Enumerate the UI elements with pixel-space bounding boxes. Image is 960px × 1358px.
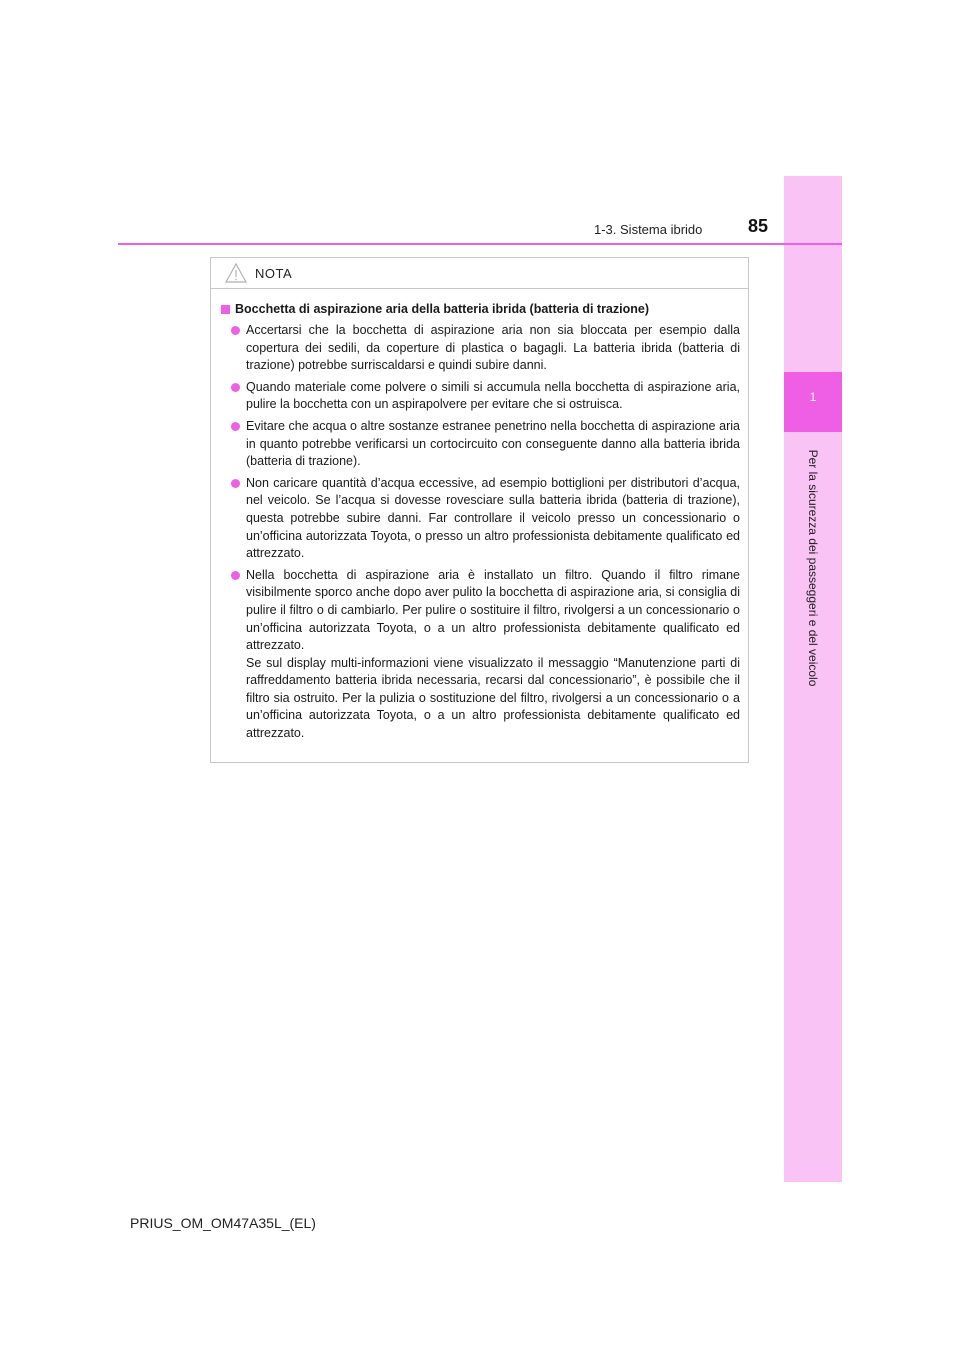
list-item-text [246,567,740,743]
note-heading [219,301,740,318]
square-bullet-icon [221,305,230,314]
round-bullet-icon [231,479,240,488]
round-bullet-icon [231,422,240,431]
chapter-number: 1 [809,390,817,404]
chapter-title: Per la sicurezza dei passeggeri e del veicolo [806,449,820,687]
list-item-text [246,322,740,375]
document-code: PRIUS_OM_OM47A35L_(EL) [130,1215,316,1231]
paragraph: Evitare che acqua o altre sostanze estranee penetrino nella bocchetta di aspirazione aria in quanto potrebbe verificarsi un cortocircuito con conseguente danno alla batteria ibrida (batteria di trazione). [246,418,740,469]
list-item [219,379,740,414]
list-item [219,322,740,375]
paragraph: Non caricare quantità d’acqua eccessive, ad esempio bottiglioni per distributori d’acqua, nel veicolo. Se l’acqua si dovesse rovesciare sulla batteria ibrida (batteria di trazione), questa potrebbe subire danni. Far controllare il veicolo presso un concessionario o un’officina autorizzata Toyota, o presso un altro professionista debitamente qualificato ed attrezzato. [246,475,740,561]
paragraph: Se sul display multi-informazioni viene visualizzato il messaggio “Manutenzione parti di raffreddamento batteria ibrida necessaria, recarsi dal concessionario”, è possibile che il filtro sia ostruito. Per la pulizia o sostituzione del filtro, rivolgersi a un concessionario o a un’officina autorizzata Toyota, o a un altro professionista debitamente qualificato ed attrezzato. [246,655,740,741]
warning-triangle-icon [225,263,247,283]
section-title: 1-3. Sistema ibrido [594,222,703,237]
note-box [210,257,749,763]
page-number: 85 [748,216,769,236]
list-item [219,567,740,743]
note-body [211,289,748,743]
round-bullet-icon [231,326,240,335]
note-header [211,258,748,289]
list-item [219,418,740,471]
list-item-text [246,418,740,471]
list-item-text [246,379,740,414]
paragraph: Accertarsi che la bocchetta di aspirazione aria non sia bloccata per esempio dalla copertura dei sedili, da coperture di plastica o bagagli. La batteria ibrida (batteria di trazione) potrebbe surriscaldarsi e quindi subire danni. [246,323,740,373]
note-title: NOTA [255,266,293,281]
header-divider [118,243,842,245]
paragraph: Nella bocchetta di aspirazione aria è installato un filtro. Quando il filtro rimane visibilmente sporco anche dopo aver pulito la bocchetta di aspirazione aria, si consiglia di pulire il filtro o di cambiarlo. Per pulire o sostituire il filtro, rivolgersi a un concessionario o un’officina autorizzata Toyota, o a un altro professionista debitamente qualificato ed attrezzato. [246,567,740,653]
list-item-text [246,475,740,563]
round-bullet-icon [231,571,240,580]
round-bullet-icon [231,383,240,392]
note-heading-text: Bocchetta di aspirazione aria della batteria ibrida (batteria di trazione) [235,302,649,316]
list-item [219,475,740,563]
paragraph: Quando materiale come polvere o simili si accumula nella bocchetta di aspirazione aria, pulire la bocchetta con un aspirapolvere per evitare che si ostruisca. [246,379,740,412]
